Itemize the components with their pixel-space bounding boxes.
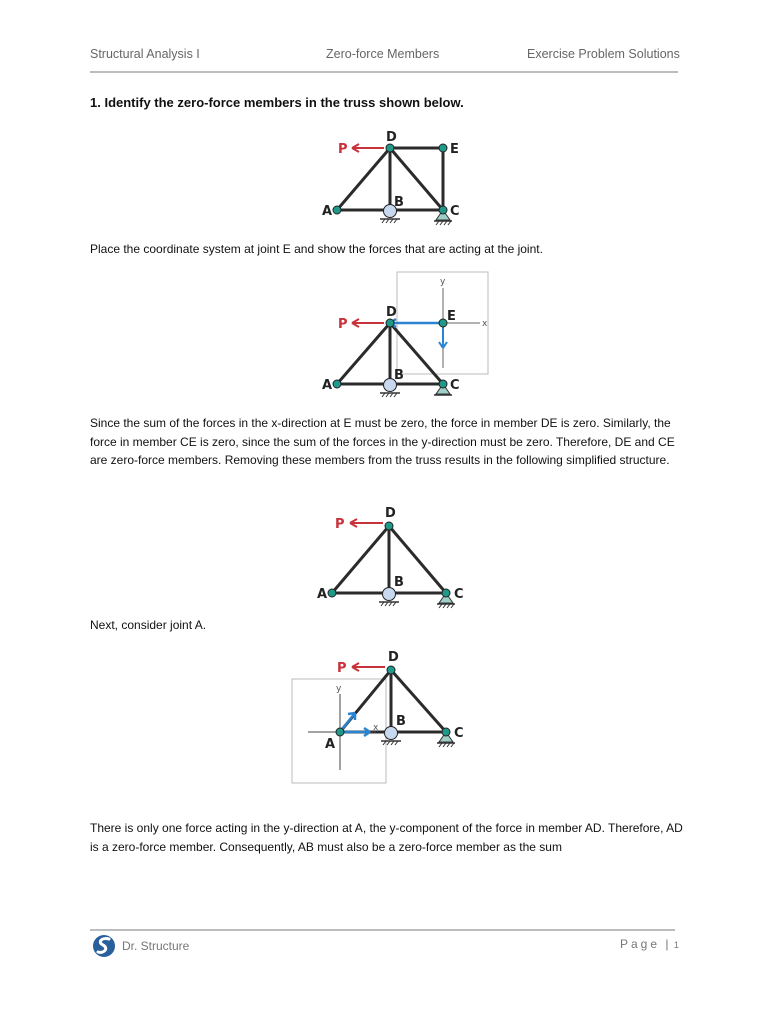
joint-d xyxy=(385,522,393,530)
label-p: P xyxy=(338,317,348,332)
label-a: A xyxy=(322,378,333,393)
axes-e xyxy=(402,288,480,368)
label-c: C xyxy=(450,378,460,393)
axis-x-label: x xyxy=(373,723,379,733)
label-e: E xyxy=(450,142,459,157)
joint-d xyxy=(386,144,394,152)
problem-title: 1. Identify the zero-force members in the truss shown below. xyxy=(90,95,464,110)
header-section: Exercise Problem Solutions xyxy=(527,47,680,61)
footer-page-separator: | xyxy=(665,937,669,951)
label-c: C xyxy=(450,204,460,219)
footer-page-indicator xyxy=(620,937,679,951)
label-p: P xyxy=(335,517,345,532)
joint-a xyxy=(336,728,344,736)
joint-c xyxy=(439,206,447,214)
load-arrow-p xyxy=(352,319,384,327)
joint-c xyxy=(442,728,450,736)
paragraph-zero-force-de-ce: Since the sum of the forces in the x-direction at E must be zero, the force in member DE is zero. Similarly, the force in member CE is zero, since the sum of the forces in the y-direction must be zero. Therefore, DE and CE are zero-force members. Removing these members from the truss results in the following simplified structure. xyxy=(90,416,675,467)
load-arrow-p xyxy=(350,519,383,527)
joint-e xyxy=(439,319,447,327)
support-roller-b xyxy=(381,741,401,745)
label-a: A xyxy=(317,587,328,602)
joint-a xyxy=(333,206,341,214)
support-roller-b xyxy=(379,602,399,606)
label-a: A xyxy=(322,204,333,219)
joint-d xyxy=(387,666,395,674)
label-d: D xyxy=(388,650,399,665)
figure-truss-simplified xyxy=(290,500,480,610)
header-rule xyxy=(90,71,678,73)
label-c: C xyxy=(454,587,464,602)
label-b: B xyxy=(396,714,406,729)
paragraph-joint-a-intro: Next, consider joint A. xyxy=(90,618,207,632)
label-d: D xyxy=(386,130,397,145)
support-roller-b xyxy=(380,393,400,397)
label-e: E xyxy=(447,309,456,324)
force-de xyxy=(390,319,443,327)
label-d: D xyxy=(385,506,396,521)
footer-page-number: 1 xyxy=(673,940,679,950)
footer-page-word: Page xyxy=(620,937,661,951)
paragraph-zero-force-ad-ab: There is only one force acting in the y-direction at A, the y-component of the force in member AD. Therefore, AD is a zero-force member. Consequently, AB must also be a zero-force member as the sum xyxy=(90,821,683,854)
support-roller-b xyxy=(380,219,400,223)
label-b: B xyxy=(394,368,404,383)
axis-x-label: x xyxy=(482,319,488,329)
header-course: Structural Analysis I xyxy=(90,47,200,61)
truss-members xyxy=(337,148,443,210)
load-arrow-p xyxy=(352,663,385,671)
label-p: P xyxy=(337,661,347,676)
label-p: P xyxy=(338,142,348,157)
figure-truss-full xyxy=(300,118,470,228)
truss-members xyxy=(332,526,446,593)
figure-joint-e-fbd xyxy=(290,268,500,398)
footer-brand xyxy=(92,933,189,959)
figure-joint-a-fbd xyxy=(286,648,476,788)
footer-rule xyxy=(90,929,675,931)
member-ad xyxy=(337,148,390,210)
joint-a xyxy=(333,380,341,388)
label-a: A xyxy=(325,737,336,752)
paragraph-joint-e: Place the coordinate system at joint E and show the forces that are acting at the joint. xyxy=(90,242,543,256)
header-topic: Zero-force Members xyxy=(326,47,440,61)
footer-brand-name: Dr. Structure xyxy=(122,939,190,953)
joint-a xyxy=(328,589,336,597)
label-c: C xyxy=(454,726,464,741)
joint-e xyxy=(439,144,447,152)
joint-c xyxy=(439,380,447,388)
label-b: B xyxy=(394,575,404,590)
joint-d xyxy=(386,319,394,327)
label-b: B xyxy=(394,195,404,210)
axis-y-label: y xyxy=(440,277,446,287)
joint-c xyxy=(442,589,450,597)
label-d: D xyxy=(386,305,397,320)
load-arrow-p xyxy=(352,144,384,152)
axis-y-label: y xyxy=(336,684,342,694)
truss-members xyxy=(337,323,443,384)
dr-structure-logo-icon xyxy=(92,933,116,959)
